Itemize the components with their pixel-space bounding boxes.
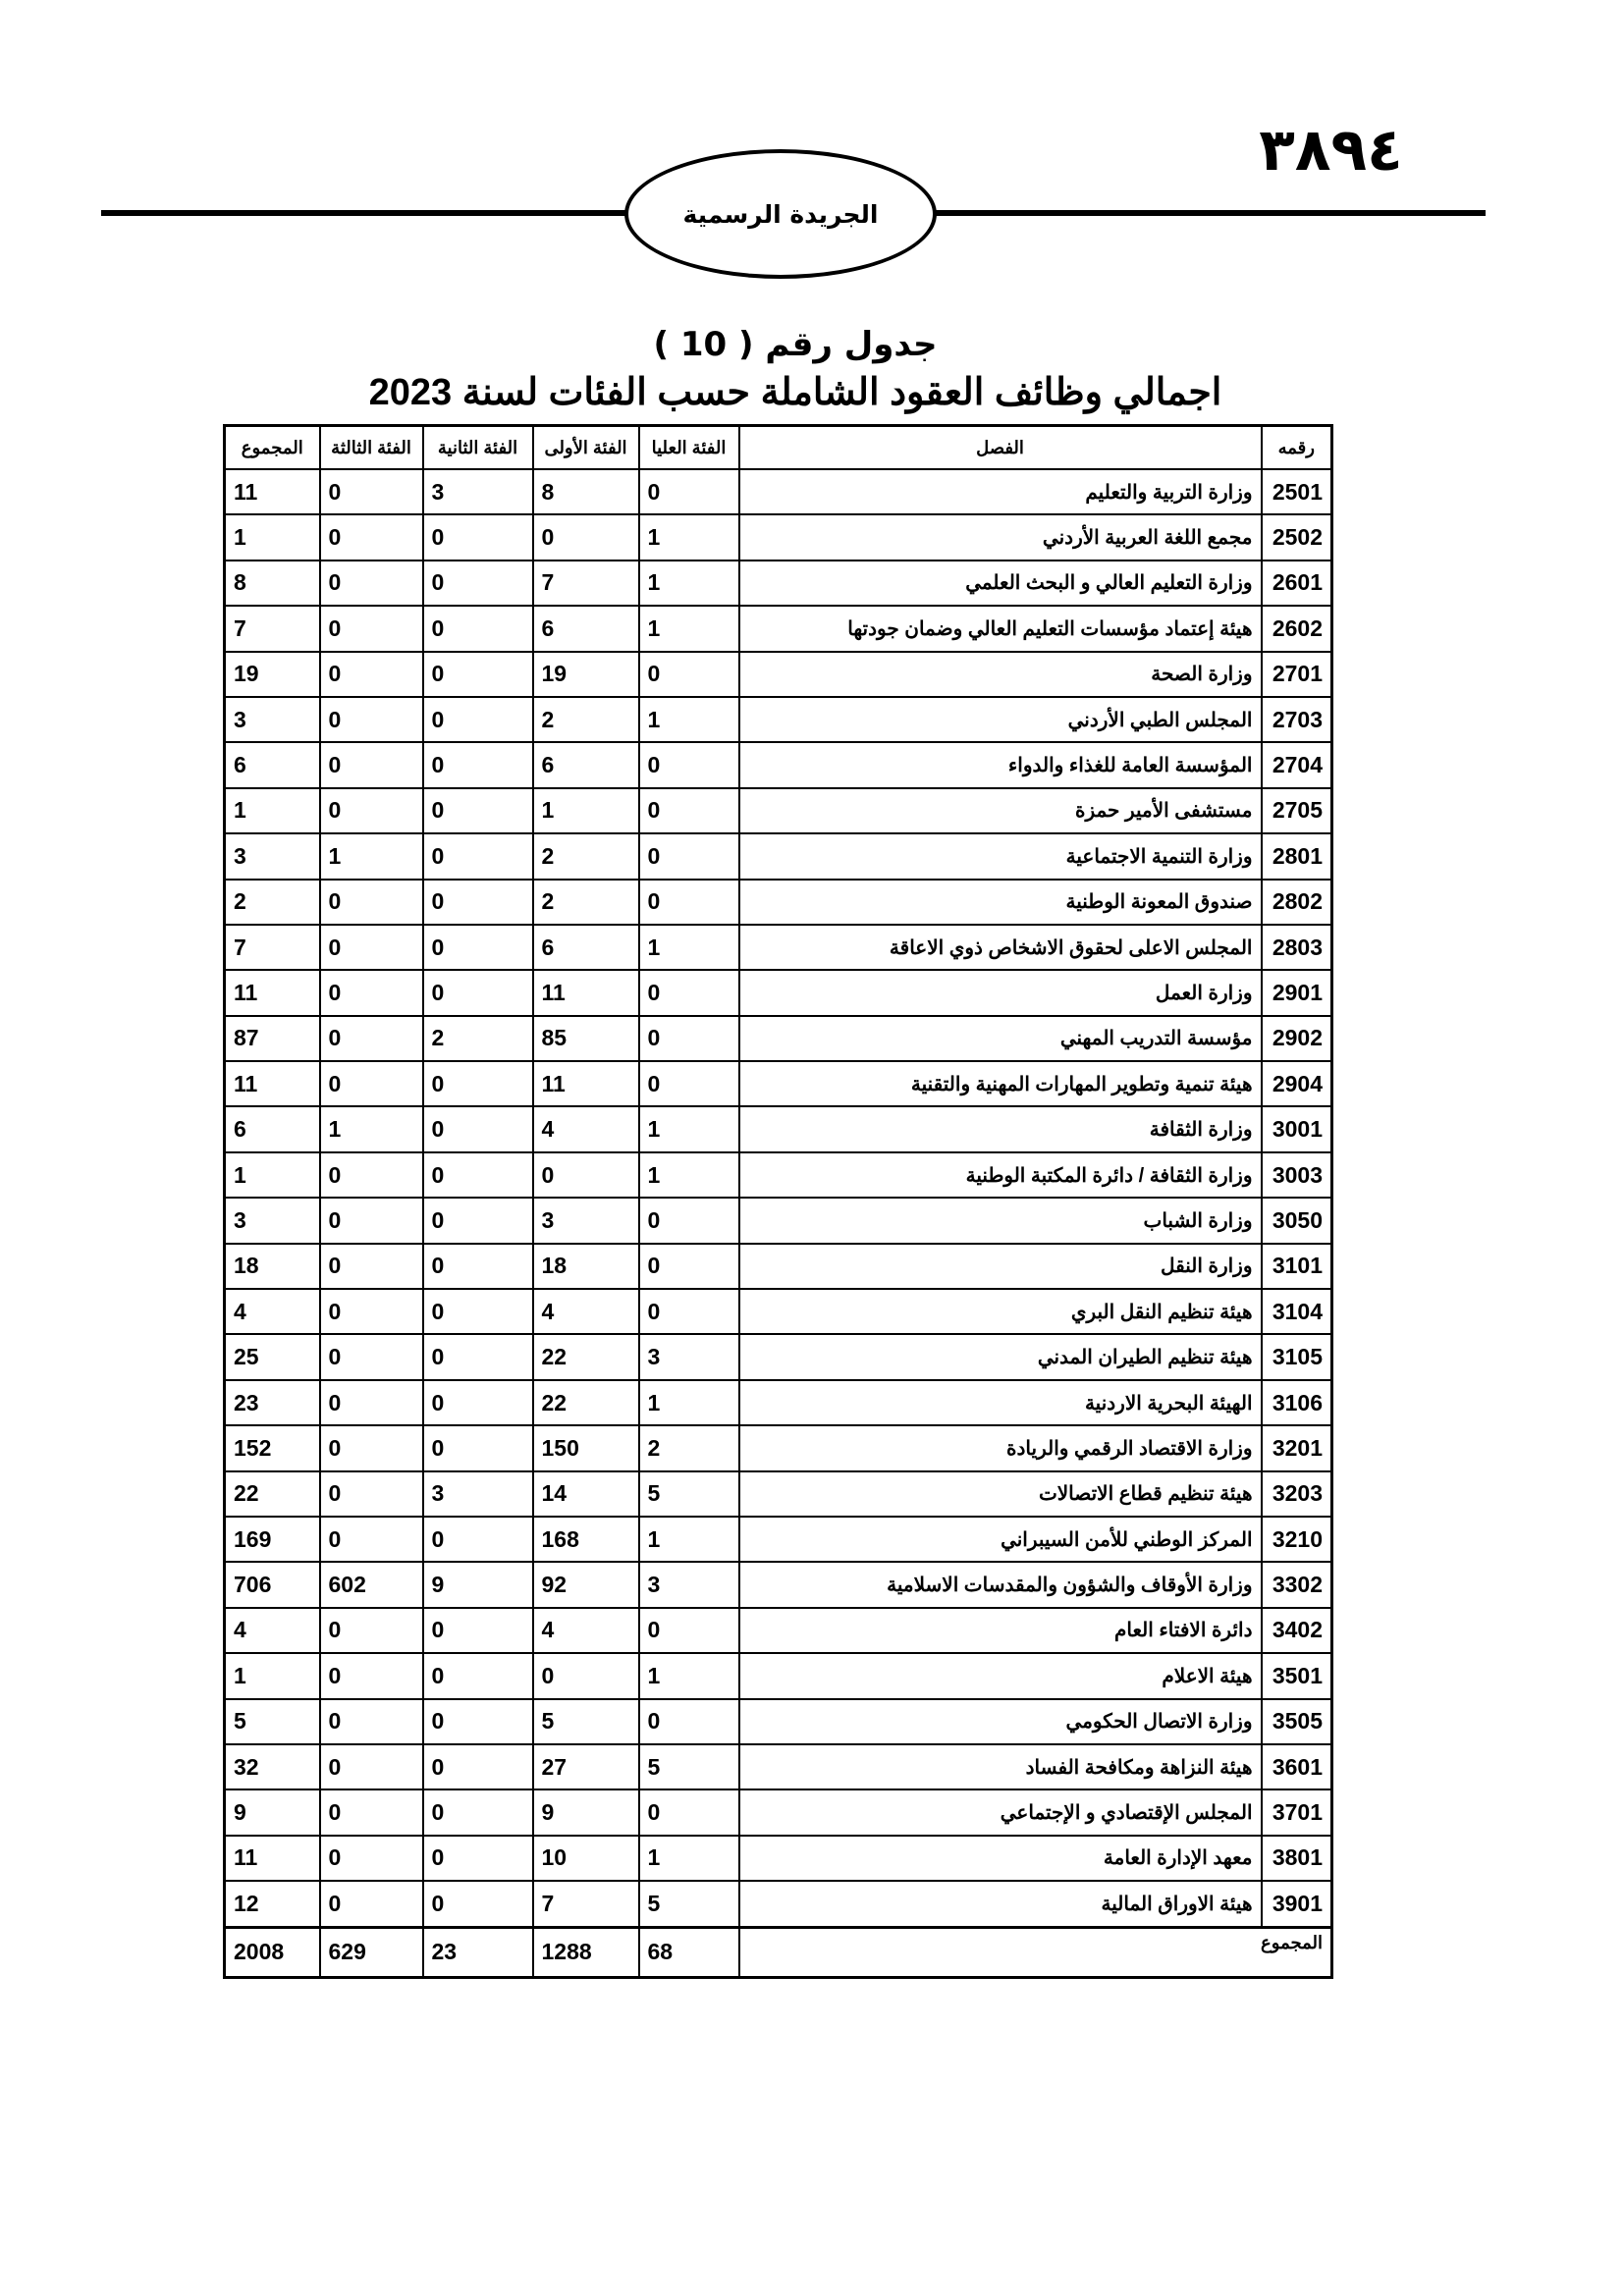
cell-chapter: صندوق المعونة الوطنية	[739, 880, 1262, 925]
cell-total: 22	[225, 1471, 320, 1517]
cell-top: 0	[639, 970, 739, 1015]
cell-code: 2704	[1262, 742, 1332, 787]
table-row	[225, 652, 1332, 697]
table-row	[225, 1380, 1332, 1425]
cell-chapter: وزارة الشباب	[739, 1198, 1262, 1243]
cell-third: 0	[320, 1789, 423, 1835]
cell-total: 7	[225, 606, 320, 651]
col-header-total: المجموع	[225, 426, 320, 470]
cell-second: 0	[423, 742, 533, 787]
cell-top: 5	[639, 1744, 739, 1789]
cell-top: 1	[639, 697, 739, 742]
cell-chapter: هيئة تنظيم النقل البري	[739, 1289, 1262, 1334]
cell-first: 4	[533, 1608, 639, 1653]
table-row	[225, 1517, 1332, 1562]
cell-chapter: وزارة الاقتصاد الرقمي والريادة	[739, 1425, 1262, 1470]
cell-third: 0	[320, 880, 423, 925]
cell-first: 2	[533, 880, 639, 925]
cell-code: 3402	[1262, 1608, 1332, 1653]
total-first: 1288	[533, 1927, 639, 1977]
cell-first: 0	[533, 1152, 639, 1198]
cell-code: 3050	[1262, 1198, 1332, 1243]
cell-top: 0	[639, 1789, 739, 1835]
table-row	[225, 1016, 1332, 1061]
cell-code: 3501	[1262, 1653, 1332, 1698]
cell-first: 10	[533, 1836, 639, 1881]
cell-total: 11	[225, 970, 320, 1015]
cell-second: 0	[423, 1836, 533, 1881]
cell-second: 9	[423, 1562, 533, 1607]
cell-top: 0	[639, 469, 739, 514]
cell-code: 2705	[1262, 788, 1332, 833]
table-row	[225, 1198, 1332, 1243]
cell-chapter: هيئة تنظيم قطاع الاتصالات	[739, 1471, 1262, 1517]
cell-chapter: مجمع اللغة العربية الأردني	[739, 514, 1262, 560]
cell-total: 32	[225, 1744, 320, 1789]
cell-first: 11	[533, 1061, 639, 1106]
col-header-first: الفئة الأولى	[533, 426, 639, 470]
cell-chapter: وزارة النقل	[739, 1244, 1262, 1289]
cell-second: 0	[423, 1198, 533, 1243]
cell-second: 0	[423, 1061, 533, 1106]
cell-chapter: هيئة الاعلام	[739, 1653, 1262, 1698]
cell-chapter: المجلس الإقتصادي و الإجتماعي	[739, 1789, 1262, 1835]
cell-first: 22	[533, 1334, 639, 1379]
cell-second: 0	[423, 1517, 533, 1562]
cell-total: 19	[225, 652, 320, 697]
cell-total: 1	[225, 1152, 320, 1198]
cell-first: 6	[533, 606, 639, 651]
cell-top: 1	[639, 1517, 739, 1562]
total-third: 629	[320, 1927, 423, 1977]
col-header-chapter: الفصل	[739, 426, 1262, 470]
table-row	[225, 561, 1332, 606]
cell-total: 6	[225, 1106, 320, 1151]
cell-second: 0	[423, 833, 533, 879]
cell-second: 0	[423, 1380, 533, 1425]
cell-second: 0	[423, 697, 533, 742]
cell-first: 2	[533, 697, 639, 742]
cell-third: 0	[320, 1608, 423, 1653]
cell-second: 0	[423, 1106, 533, 1151]
cell-third: 0	[320, 1836, 423, 1881]
cell-first: 168	[533, 1517, 639, 1562]
cell-chapter: وزارة الاتصال الحكومي	[739, 1699, 1262, 1744]
cell-top: 0	[639, 880, 739, 925]
cell-code: 3505	[1262, 1699, 1332, 1744]
table-row	[225, 880, 1332, 925]
cell-chapter: وزارة الأوقاف والشؤون والمقدسات الاسلامية	[739, 1562, 1262, 1607]
cell-second: 0	[423, 1289, 533, 1334]
cell-code: 2502	[1262, 514, 1332, 560]
table-row	[225, 833, 1332, 879]
table-row	[225, 1789, 1332, 1835]
cell-code: 2703	[1262, 697, 1332, 742]
cell-code: 3104	[1262, 1289, 1332, 1334]
cell-total: 5	[225, 1699, 320, 1744]
cell-top: 1	[639, 514, 739, 560]
cell-chapter: معهد الإدارة العامة	[739, 1836, 1262, 1881]
cell-third: 0	[320, 697, 423, 742]
cell-third: 0	[320, 788, 423, 833]
cell-total: 3	[225, 1198, 320, 1243]
cell-code: 3210	[1262, 1517, 1332, 1562]
table-title: اجمالي وظائف العقود الشاملة حسب الفئات لسنة 2023	[368, 372, 1222, 413]
cell-first: 19	[533, 652, 639, 697]
cell-first: 4	[533, 1106, 639, 1151]
totals-row	[225, 1927, 1332, 1977]
cell-code: 2602	[1262, 606, 1332, 651]
table-row	[225, 697, 1332, 742]
cell-first: 6	[533, 925, 639, 970]
cell-third: 0	[320, 1653, 423, 1698]
cell-total: 25	[225, 1334, 320, 1379]
cell-chapter: هيئة إعتماد مؤسسات التعليم العالي وضمان جودتها	[739, 606, 1262, 651]
cell-chapter: المركز الوطني للأمن السيبراني	[739, 1517, 1262, 1562]
cell-first: 0	[533, 514, 639, 560]
table-header-row	[225, 426, 1332, 470]
cell-third: 0	[320, 1289, 423, 1334]
cell-top: 0	[639, 788, 739, 833]
cell-first: 11	[533, 970, 639, 1015]
cell-chapter: وزارة الثقافة	[739, 1106, 1262, 1151]
cell-total: 169	[225, 1517, 320, 1562]
cell-third: 0	[320, 1881, 423, 1927]
table-row	[225, 1106, 1332, 1151]
cell-chapter: وزارة التعليم العالي و البحث العلمي	[739, 561, 1262, 606]
cell-code: 3106	[1262, 1380, 1332, 1425]
cell-first: 14	[533, 1471, 639, 1517]
cell-chapter: هيئة الاوراق المالية	[739, 1881, 1262, 1927]
cell-second: 0	[423, 1699, 533, 1744]
table-row	[225, 1289, 1332, 1334]
cell-total: 11	[225, 1061, 320, 1106]
total-grand: 2008	[225, 1927, 320, 1977]
table-row	[225, 1061, 1332, 1106]
cell-second: 0	[423, 1244, 533, 1289]
cell-third: 1	[320, 833, 423, 879]
cell-third: 0	[320, 925, 423, 970]
cell-top: 0	[639, 1061, 739, 1106]
cell-chapter: دائرة الافتاء العام	[739, 1608, 1262, 1653]
cell-third: 0	[320, 1152, 423, 1198]
table-row	[225, 1744, 1332, 1789]
cell-first: 5	[533, 1699, 639, 1744]
cell-third: 0	[320, 561, 423, 606]
cell-chapter: وزارة الثقافة / دائرة المكتبة الوطنية	[739, 1152, 1262, 1198]
cell-code: 3601	[1262, 1744, 1332, 1789]
cell-second: 3	[423, 469, 533, 514]
cell-third: 0	[320, 1744, 423, 1789]
cell-first: 9	[533, 1789, 639, 1835]
table-row	[225, 1836, 1332, 1881]
cell-chapter: هيئة النزاهة ومكافحة الفساد	[739, 1744, 1262, 1789]
cell-top: 0	[639, 1289, 739, 1334]
cell-second: 0	[423, 1152, 533, 1198]
cell-first: 2	[533, 833, 639, 879]
cell-top: 3	[639, 1562, 739, 1607]
cell-second: 3	[423, 1471, 533, 1517]
cell-first: 7	[533, 561, 639, 606]
cell-code: 2803	[1262, 925, 1332, 970]
cell-top: 0	[639, 1699, 739, 1744]
table-row	[225, 514, 1332, 560]
cell-total: 1	[225, 1653, 320, 1698]
cell-top: 0	[639, 1244, 739, 1289]
cell-code: 3101	[1262, 1244, 1332, 1289]
cell-third: 602	[320, 1562, 423, 1607]
table-row	[225, 970, 1332, 1015]
cell-chapter: وزارة العمل	[739, 970, 1262, 1015]
cell-second: 0	[423, 652, 533, 697]
table-row	[225, 606, 1332, 651]
cell-total: 12	[225, 1881, 320, 1927]
table-row	[225, 1334, 1332, 1379]
cell-top: 1	[639, 561, 739, 606]
cell-third: 0	[320, 1380, 423, 1425]
cell-chapter: وزارة الصحة	[739, 652, 1262, 697]
cell-total: 4	[225, 1289, 320, 1334]
cell-third: 0	[320, 1471, 423, 1517]
cell-second: 2	[423, 1016, 533, 1061]
cell-second: 0	[423, 1881, 533, 1927]
cell-second: 0	[423, 880, 533, 925]
cell-code: 2501	[1262, 469, 1332, 514]
cell-chapter: هيئة تنظيم الطيران المدني	[739, 1334, 1262, 1379]
cell-code: 3801	[1262, 1836, 1332, 1881]
cell-first: 27	[533, 1744, 639, 1789]
cell-total: 8	[225, 561, 320, 606]
cell-second: 0	[423, 514, 533, 560]
cell-second: 0	[423, 788, 533, 833]
gazette-name: الجريدة الرسمية	[682, 199, 879, 229]
table-row	[225, 1881, 1332, 1927]
contracts-table	[223, 424, 1333, 1979]
cell-first: 85	[533, 1016, 639, 1061]
cell-top: 1	[639, 1152, 739, 1198]
cell-second: 0	[423, 970, 533, 1015]
cell-top: 0	[639, 1198, 739, 1243]
cell-second: 0	[423, 1425, 533, 1470]
cell-total: 18	[225, 1244, 320, 1289]
cell-first: 150	[533, 1425, 639, 1470]
cell-code: 2802	[1262, 880, 1332, 925]
cell-top: 0	[639, 833, 739, 879]
cell-total: 706	[225, 1562, 320, 1607]
cell-second: 0	[423, 1608, 533, 1653]
total-second: 23	[423, 1927, 533, 1977]
cell-code: 2701	[1262, 652, 1332, 697]
cell-top: 1	[639, 606, 739, 651]
cell-third: 0	[320, 970, 423, 1015]
cell-code: 3302	[1262, 1562, 1332, 1607]
cell-top: 0	[639, 1608, 739, 1653]
table-row	[225, 1608, 1332, 1653]
cell-chapter: وزارة التربية والتعليم	[739, 469, 1262, 514]
cell-chapter: وزارة التنمية الاجتماعية	[739, 833, 1262, 879]
cell-first: 92	[533, 1562, 639, 1607]
cell-total: 6	[225, 742, 320, 787]
cell-second: 0	[423, 606, 533, 651]
cell-total: 2	[225, 880, 320, 925]
cell-code: 3003	[1262, 1152, 1332, 1198]
cell-code: 3203	[1262, 1471, 1332, 1517]
cell-code: 3201	[1262, 1425, 1332, 1470]
cell-third: 0	[320, 1016, 423, 1061]
table-number: جدول رقم ( 10 )	[653, 325, 938, 364]
cell-chapter: مستشفى الأمير حمزة	[739, 788, 1262, 833]
table-row	[225, 1471, 1332, 1517]
cell-third: 0	[320, 469, 423, 514]
cell-total: 7	[225, 925, 320, 970]
cell-code: 3105	[1262, 1334, 1332, 1379]
cell-third: 0	[320, 1517, 423, 1562]
cell-top: 5	[639, 1471, 739, 1517]
cell-chapter: المجلس الاعلى لحقوق الاشخاص ذوي الاعاقة	[739, 925, 1262, 970]
col-header-second: الفئة الثانية	[423, 426, 533, 470]
cell-chapter: المجلس الطبي الأردني	[739, 697, 1262, 742]
cell-top: 1	[639, 1836, 739, 1881]
cell-first: 22	[533, 1380, 639, 1425]
cell-third: 0	[320, 1198, 423, 1243]
cell-top: 3	[639, 1334, 739, 1379]
cell-third: 1	[320, 1106, 423, 1151]
table-row	[225, 1653, 1332, 1698]
cell-code: 3701	[1262, 1789, 1332, 1835]
cell-top: 2	[639, 1425, 739, 1470]
cell-third: 0	[320, 742, 423, 787]
cell-total: 152	[225, 1425, 320, 1470]
cell-second: 0	[423, 1744, 533, 1789]
col-header-code: رقمه	[1262, 426, 1332, 470]
table-row	[225, 742, 1332, 787]
cell-total: 1	[225, 788, 320, 833]
cell-total: 9	[225, 1789, 320, 1835]
table-row	[225, 1425, 1332, 1470]
cell-total: 23	[225, 1380, 320, 1425]
cell-third: 0	[320, 1244, 423, 1289]
cell-top: 1	[639, 1106, 739, 1151]
cell-total: 87	[225, 1016, 320, 1061]
cell-total: 3	[225, 833, 320, 879]
cell-total: 11	[225, 1836, 320, 1881]
table-row	[225, 788, 1332, 833]
cell-first: 18	[533, 1244, 639, 1289]
cell-code: 2901	[1262, 970, 1332, 1015]
table-row	[225, 1562, 1332, 1607]
cell-code: 2902	[1262, 1016, 1332, 1061]
gazette-header-oval	[624, 149, 937, 279]
cell-third: 0	[320, 1699, 423, 1744]
total-top: 68	[639, 1927, 739, 1977]
cell-code: 3001	[1262, 1106, 1332, 1151]
cell-first: 6	[533, 742, 639, 787]
table-row	[225, 925, 1332, 970]
cell-first: 8	[533, 469, 639, 514]
cell-top: 0	[639, 652, 739, 697]
cell-third: 0	[320, 1061, 423, 1106]
cell-second: 0	[423, 561, 533, 606]
cell-code: 2801	[1262, 833, 1332, 879]
cell-chapter: مؤسسة التدريب المهني	[739, 1016, 1262, 1061]
table-row	[225, 469, 1332, 514]
cell-top: 5	[639, 1881, 739, 1927]
cell-code: 2601	[1262, 561, 1332, 606]
cell-total: 11	[225, 469, 320, 514]
cell-code: 2904	[1262, 1061, 1332, 1106]
cell-first: 3	[533, 1198, 639, 1243]
cell-top: 1	[639, 925, 739, 970]
cell-third: 0	[320, 606, 423, 651]
cell-first: 0	[533, 1653, 639, 1698]
cell-third: 0	[320, 1425, 423, 1470]
page-number: ٣٨٩٤	[1259, 116, 1403, 185]
cell-total: 4	[225, 1608, 320, 1653]
table-row	[225, 1152, 1332, 1198]
cell-chapter: هيئة تنمية وتطوير المهارات المهنية والتقنية	[739, 1061, 1262, 1106]
cell-chapter: المؤسسة العامة للغذاء والدواء	[739, 742, 1262, 787]
cell-first: 4	[533, 1289, 639, 1334]
cell-top: 1	[639, 1653, 739, 1698]
cell-second: 0	[423, 925, 533, 970]
cell-third: 0	[320, 514, 423, 560]
cell-total: 3	[225, 697, 320, 742]
cell-third: 0	[320, 652, 423, 697]
cell-top: 1	[639, 1380, 739, 1425]
table-row	[225, 1244, 1332, 1289]
cell-third: 0	[320, 1334, 423, 1379]
cell-second: 0	[423, 1789, 533, 1835]
cell-total: 1	[225, 514, 320, 560]
cell-chapter: الهيئة البحرية الاردنية	[739, 1380, 1262, 1425]
cell-first: 7	[533, 1881, 639, 1927]
cell-top: 0	[639, 1016, 739, 1061]
col-header-third: الفئة الثالثة	[320, 426, 423, 470]
cell-second: 0	[423, 1334, 533, 1379]
col-header-top: الفئة العليا	[639, 426, 739, 470]
totals-label: المجموع	[739, 1927, 1332, 1977]
table-row	[225, 1699, 1332, 1744]
cell-top: 0	[639, 742, 739, 787]
cell-second: 0	[423, 1653, 533, 1698]
cell-first: 1	[533, 788, 639, 833]
cell-code: 3901	[1262, 1881, 1332, 1927]
